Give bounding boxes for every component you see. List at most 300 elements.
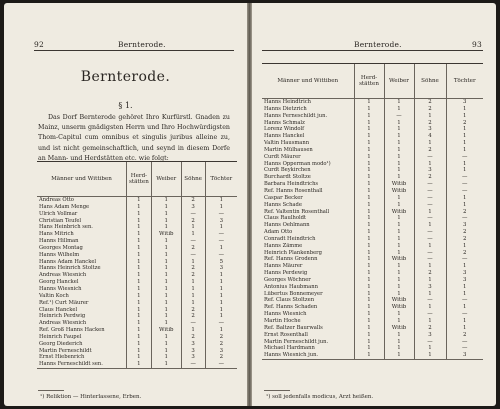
count-cell: 1 bbox=[384, 147, 414, 154]
column-header: Töchter bbox=[446, 64, 483, 99]
count-cell: 1 bbox=[151, 354, 181, 361]
count-cell: — bbox=[181, 361, 205, 368]
count-cell: — bbox=[414, 215, 446, 222]
count-cell: 1 bbox=[446, 161, 483, 168]
count-cell: 1 bbox=[384, 106, 414, 113]
count-cell: 1 bbox=[446, 126, 483, 133]
count-cell: 1 bbox=[446, 195, 483, 202]
count-cell: 1 bbox=[181, 327, 205, 334]
count-cell: 1 bbox=[354, 352, 384, 359]
count-cell: 3 bbox=[414, 284, 446, 291]
count-cell: 3 bbox=[414, 126, 446, 133]
name-cell: Lorenz Windolf bbox=[264, 126, 305, 133]
name-cell: Adam Otto bbox=[264, 229, 293, 236]
count-cell: 1 bbox=[354, 284, 384, 291]
count-cell: 2 bbox=[446, 209, 483, 216]
count-cell: 1 bbox=[151, 211, 181, 218]
count-cell: 1 bbox=[126, 245, 151, 252]
count-cell: 1 bbox=[205, 279, 237, 286]
table-row bbox=[262, 345, 483, 352]
name-cell: Hans Adam Menge bbox=[39, 203, 90, 210]
table-row bbox=[262, 195, 483, 202]
count-cell: 3 bbox=[414, 167, 446, 174]
count-cell: — bbox=[446, 311, 483, 318]
column-header: Männer und Wittiben bbox=[262, 64, 354, 99]
table-row bbox=[262, 215, 483, 222]
name-cell: Andreas Wiesnich bbox=[39, 320, 87, 327]
census-table bbox=[262, 63, 483, 360]
table-row bbox=[37, 252, 237, 259]
name-cell: Ref. Claus Stoltzen bbox=[264, 297, 315, 304]
count-cell: 1 bbox=[151, 307, 181, 314]
name-cell: Heinrich Faupel bbox=[39, 333, 82, 340]
count-cell: 1 bbox=[126, 354, 151, 361]
count-cell: 1 bbox=[384, 195, 414, 202]
count-cell: — bbox=[446, 345, 483, 352]
name-cell: Hanns Heinrich Stoltze bbox=[39, 265, 101, 272]
count-cell: 1 bbox=[151, 265, 181, 272]
count-cell: — bbox=[414, 339, 446, 346]
table-row bbox=[262, 188, 483, 195]
count-cell: 1 bbox=[414, 304, 446, 311]
table-row bbox=[262, 250, 483, 257]
count-cell: 1 bbox=[126, 259, 151, 266]
name-cell: Ref. Hanns Rosenthall bbox=[264, 187, 323, 194]
table-row bbox=[37, 354, 237, 361]
count-cell: 1 bbox=[151, 300, 181, 307]
column-header: Herd-stätten bbox=[126, 162, 151, 197]
count-cell: 2 bbox=[181, 265, 205, 272]
count-cell: 1 bbox=[126, 320, 151, 327]
table-row bbox=[37, 334, 237, 341]
count-cell: 1 bbox=[384, 202, 414, 209]
count-cell: 1 bbox=[354, 229, 384, 236]
count-cell: 1 bbox=[446, 147, 483, 154]
count-cell: 1 bbox=[384, 120, 414, 127]
count-cell: 1 bbox=[354, 236, 384, 243]
count-cell: 1 bbox=[384, 263, 414, 270]
count-cell: 1 bbox=[151, 259, 181, 266]
table-row bbox=[37, 224, 237, 231]
name-cell: Hanns Ferneschildt jun. bbox=[264, 112, 328, 119]
count-cell: 1 bbox=[354, 345, 384, 352]
count-cell: — bbox=[181, 238, 205, 245]
table-row bbox=[37, 320, 237, 327]
table-row bbox=[262, 167, 483, 174]
count-cell: 1 bbox=[126, 313, 151, 320]
count-cell: 1 bbox=[354, 243, 384, 250]
count-cell: 1 bbox=[181, 231, 205, 238]
count-cell: 3 bbox=[181, 341, 205, 348]
count-cell: 1 bbox=[384, 215, 414, 222]
name-cell: Michael Hardmann bbox=[264, 345, 315, 352]
table-row bbox=[262, 318, 483, 325]
name-cell: Hans Heinbrich sen. bbox=[39, 224, 93, 231]
count-cell: 1 bbox=[354, 222, 384, 229]
table-row bbox=[37, 245, 237, 252]
count-cell: 1 bbox=[354, 106, 384, 113]
count-cell: — bbox=[446, 181, 483, 188]
header-rule bbox=[262, 50, 483, 51]
count-cell: 2 bbox=[414, 325, 446, 332]
open-book bbox=[4, 3, 496, 406]
count-cell: — bbox=[205, 320, 237, 327]
count-cell: 1 bbox=[205, 307, 237, 314]
table-row bbox=[262, 133, 483, 140]
count-cell: Witib bbox=[384, 209, 414, 216]
count-cell: 1 bbox=[354, 147, 384, 154]
count-cell: 2 bbox=[446, 332, 483, 339]
count-cell: Witib bbox=[151, 231, 181, 238]
count-cell: 3 bbox=[414, 332, 446, 339]
count-cell: 1 bbox=[205, 224, 237, 231]
count-cell: 2 bbox=[414, 106, 446, 113]
name-cell: Ulrich Vollmar bbox=[39, 210, 78, 217]
count-cell: 1 bbox=[205, 300, 237, 307]
count-cell: 3 bbox=[205, 218, 237, 225]
count-cell: 3 bbox=[205, 265, 237, 272]
table-row bbox=[262, 284, 483, 291]
name-cell: Burchardt Stoltze bbox=[264, 174, 311, 181]
name-cell: Georg Diederich bbox=[39, 340, 83, 347]
count-cell: 1 bbox=[205, 272, 237, 279]
table-row bbox=[262, 209, 483, 216]
section-mark: § 1. bbox=[118, 101, 133, 110]
name-cell: Heinrich Plankenberg bbox=[264, 249, 322, 256]
count-cell: 1 bbox=[126, 218, 151, 225]
count-cell: 2 bbox=[446, 250, 483, 257]
name-cell: Hanns Wiesnich bbox=[264, 311, 307, 318]
table-row bbox=[37, 259, 237, 266]
name-cell: Ref. Hanns Schaden bbox=[264, 304, 318, 311]
table-row bbox=[37, 231, 237, 238]
count-cell: 1 bbox=[354, 99, 384, 106]
footnote-rule bbox=[264, 390, 290, 391]
name-cell: Hanns Schade bbox=[264, 201, 302, 208]
name-cell: Georg Hanckel bbox=[39, 279, 79, 286]
count-cell: 3 bbox=[446, 352, 483, 359]
count-cell: 1 bbox=[126, 300, 151, 307]
name-cell: Lübertus Bonnemeyer bbox=[264, 290, 323, 297]
count-cell: 1 bbox=[126, 238, 151, 245]
count-cell: 1 bbox=[384, 243, 414, 250]
name-cell: Ref. Valtentin Rosenthall bbox=[264, 208, 330, 215]
count-cell: — bbox=[414, 311, 446, 318]
running-head: Bernterode. bbox=[118, 40, 166, 49]
count-cell: 1 bbox=[384, 126, 414, 133]
name-cell: Curdt Mäurer bbox=[264, 153, 301, 160]
count-cell: 1 bbox=[446, 106, 483, 113]
count-cell: 1 bbox=[126, 327, 151, 334]
count-cell: 1 bbox=[384, 339, 414, 346]
name-cell: Hanns Hillman bbox=[39, 238, 79, 245]
name-cell: Hans Mitrich bbox=[39, 231, 74, 238]
table-row bbox=[37, 272, 237, 279]
count-cell: 1 bbox=[384, 174, 414, 181]
count-cell: — bbox=[414, 236, 446, 243]
count-cell: 1 bbox=[446, 304, 483, 311]
table-row bbox=[262, 120, 483, 127]
count-cell: 1 bbox=[126, 286, 151, 293]
count-cell: 1 bbox=[384, 236, 414, 243]
name-cell: Ref. Hanns Grodenn bbox=[264, 256, 318, 263]
count-cell: 1 bbox=[354, 297, 384, 304]
count-cell: 1 bbox=[205, 313, 237, 320]
count-cell: 1 bbox=[354, 318, 384, 325]
count-cell: 2 bbox=[181, 245, 205, 252]
count-cell: — bbox=[414, 195, 446, 202]
count-cell: — bbox=[414, 297, 446, 304]
count-cell: 2 bbox=[181, 334, 205, 341]
footnote: ¹) Reliktion — Hinterlassene, Erben. bbox=[40, 394, 142, 400]
count-cell: 1 bbox=[181, 286, 205, 293]
count-cell: — bbox=[414, 154, 446, 161]
table-row bbox=[262, 325, 483, 332]
count-cell: 1 bbox=[181, 293, 205, 300]
count-cell: 1 bbox=[384, 318, 414, 325]
table-row bbox=[262, 99, 483, 106]
count-cell: 1 bbox=[126, 265, 151, 272]
count-cell: 1 bbox=[354, 126, 384, 133]
running-head: Bernterode. bbox=[354, 40, 402, 49]
count-cell: 3 bbox=[181, 204, 205, 211]
count-cell: 1 bbox=[205, 327, 237, 334]
count-cell: 1 bbox=[384, 154, 414, 161]
count-cell: 1 bbox=[151, 320, 181, 327]
table-row bbox=[262, 229, 483, 236]
name-cell: Hanns Perdewig bbox=[264, 270, 308, 277]
count-cell: 1 bbox=[446, 284, 483, 291]
table-row bbox=[37, 327, 237, 334]
count-cell: 1 bbox=[384, 250, 414, 257]
count-cell: 1 bbox=[384, 167, 414, 174]
name-cell: Hanns Zämme bbox=[264, 242, 303, 249]
count-cell: Witib bbox=[384, 188, 414, 195]
count-cell: 1 bbox=[126, 307, 151, 314]
count-cell: — bbox=[446, 154, 483, 161]
count-cell: 1 bbox=[354, 209, 384, 216]
count-cell: 1 bbox=[126, 348, 151, 355]
count-cell: 1 bbox=[151, 313, 181, 320]
footnote-rule bbox=[38, 390, 64, 391]
count-cell: 1 bbox=[354, 270, 384, 277]
table-row bbox=[37, 348, 237, 355]
count-cell: 1 bbox=[151, 218, 181, 225]
count-cell: 1 bbox=[354, 113, 384, 120]
name-cell: Martin Ferneschildt bbox=[39, 347, 92, 354]
table-row bbox=[37, 341, 237, 348]
count-cell: 1 bbox=[384, 345, 414, 352]
count-cell: 2 bbox=[414, 147, 446, 154]
count-cell: — bbox=[205, 361, 237, 368]
column-header: Söhne bbox=[181, 162, 205, 197]
count-cell: 1 bbox=[151, 204, 181, 211]
count-cell: 2 bbox=[446, 229, 483, 236]
count-cell: 3 bbox=[181, 354, 205, 361]
name-cell: Martin Ferneschildt jun. bbox=[264, 338, 329, 345]
count-cell: 1 bbox=[384, 277, 414, 284]
census-table bbox=[37, 161, 237, 369]
table-row bbox=[262, 126, 483, 133]
table-row bbox=[262, 256, 483, 263]
column-header: Weiber bbox=[384, 64, 414, 99]
count-cell: 1 bbox=[126, 197, 151, 204]
count-cell: Witib bbox=[384, 325, 414, 332]
left-page bbox=[4, 3, 247, 406]
table-row bbox=[37, 197, 237, 204]
count-cell: 1 bbox=[414, 113, 446, 120]
count-cell: 1 bbox=[151, 197, 181, 204]
count-cell: 1 bbox=[384, 99, 414, 106]
name-cell: Valtin Koch bbox=[39, 292, 69, 299]
count-cell: 1 bbox=[354, 256, 384, 263]
name-cell: Hanns Wiesnich jun. bbox=[262, 352, 354, 359]
section-title: Bernterode. bbox=[80, 69, 171, 85]
table-row bbox=[37, 211, 237, 218]
page-number: 93 bbox=[472, 40, 482, 49]
name-cell: Antonius Haubmann bbox=[264, 283, 318, 290]
count-cell: 1 bbox=[446, 263, 483, 270]
table-row bbox=[262, 304, 483, 311]
count-cell: 1 bbox=[446, 202, 483, 209]
column-header: Söhne bbox=[414, 64, 446, 99]
column-header: Töchter bbox=[205, 162, 237, 197]
count-cell: — bbox=[205, 211, 237, 218]
count-cell: 1 bbox=[354, 277, 384, 284]
count-cell: 1 bbox=[446, 291, 483, 298]
count-cell: 1 bbox=[384, 270, 414, 277]
count-cell: 1 bbox=[354, 304, 384, 311]
count-cell: 1 bbox=[126, 341, 151, 348]
count-cell: 1 bbox=[181, 259, 205, 266]
count-cell: 1 bbox=[205, 245, 237, 252]
count-cell: 1 bbox=[354, 174, 384, 181]
name-cell: Hanns Heindtrich bbox=[264, 99, 311, 105]
count-cell: 1 bbox=[414, 222, 446, 229]
count-cell: 2 bbox=[181, 307, 205, 314]
count-cell: 1 bbox=[354, 311, 384, 318]
count-cell: 1 bbox=[384, 229, 414, 236]
table-row bbox=[262, 243, 483, 250]
name-cell: Ref. Baltzer Baurwalls bbox=[264, 324, 323, 331]
table-row bbox=[262, 332, 483, 339]
table-row bbox=[262, 140, 483, 147]
name-cell: Curdt Beykirchen bbox=[264, 167, 311, 174]
name-cell: Ref. Groß Hanns Hacken bbox=[39, 327, 105, 334]
count-cell: 1 bbox=[414, 291, 446, 298]
name-cell: Andreas Otto bbox=[39, 197, 74, 203]
count-cell: 1 bbox=[354, 250, 384, 257]
count-cell: 1 bbox=[384, 133, 414, 140]
count-cell: 1 bbox=[151, 272, 181, 279]
name-cell: Martin Mülhausen bbox=[264, 146, 313, 153]
count-cell: — bbox=[414, 250, 446, 257]
count-cell: — bbox=[446, 174, 483, 181]
count-cell: 1 bbox=[126, 293, 151, 300]
count-cell: 1 bbox=[181, 279, 205, 286]
right-page bbox=[252, 3, 496, 406]
name-cell: Andreas Wiesnich bbox=[39, 272, 87, 279]
count-cell: — bbox=[414, 202, 446, 209]
table-row bbox=[262, 181, 483, 188]
count-cell: 1 bbox=[205, 286, 237, 293]
table-row bbox=[262, 352, 483, 359]
count-cell: Witib bbox=[384, 181, 414, 188]
count-cell: 1 bbox=[414, 318, 446, 325]
count-cell: 1 bbox=[446, 318, 483, 325]
table-row bbox=[262, 147, 483, 154]
count-cell: — bbox=[414, 229, 446, 236]
count-cell: 1 bbox=[414, 140, 446, 147]
count-cell: 1 bbox=[446, 167, 483, 174]
count-cell: 1 bbox=[126, 279, 151, 286]
count-cell: 1 bbox=[126, 211, 151, 218]
name-cell: Hanns Wiesnich bbox=[39, 285, 82, 292]
name-cell: Ref.¹) Curt Mäurer bbox=[39, 299, 89, 306]
count-cell: 1 bbox=[384, 161, 414, 168]
count-cell: 1 bbox=[446, 140, 483, 147]
name-cell: Christian Teufel bbox=[39, 217, 82, 224]
table-row bbox=[262, 297, 483, 304]
name-cell: Claus Hanckel bbox=[39, 306, 78, 313]
count-cell: 1 bbox=[354, 120, 384, 127]
count-cell: 1 bbox=[151, 279, 181, 286]
count-cell: 2 bbox=[205, 334, 237, 341]
table-row bbox=[37, 361, 237, 368]
column-header: Weiber bbox=[151, 162, 181, 197]
count-cell: 2 bbox=[205, 354, 237, 361]
count-cell: 1 bbox=[126, 231, 151, 238]
name-cell: Hanns Hanckel bbox=[264, 133, 305, 140]
count-cell: 1 bbox=[151, 286, 181, 293]
count-cell: 1 bbox=[414, 263, 446, 270]
table-row bbox=[262, 277, 483, 284]
intro-paragraph: Das Dorf Bernterode gehöret Ihro Kurfürstl. Gnaden zu Mainz, unserm gnädigsten Herrn und Ihro Hochwürdigsten Thom-Capitul cum omnibus et singulis juribus alleine zu, und ist nicht gemeinschaftlich, und seynd in diesem Dorfe an Mann- und Herdstätten etc. wie folgt: bbox=[38, 114, 230, 162]
count-cell: 1 bbox=[151, 224, 181, 231]
name-cell: Hanns Adam Hanckel bbox=[39, 258, 97, 265]
name-cell: Martin Hoche bbox=[264, 318, 301, 324]
count-cell: 3 bbox=[446, 277, 483, 284]
count-cell: — bbox=[205, 231, 237, 238]
header-rule bbox=[34, 50, 234, 51]
table-row bbox=[262, 154, 483, 161]
count-cell: 1 bbox=[354, 140, 384, 147]
count-cell: 1 bbox=[126, 334, 151, 341]
table-row bbox=[37, 300, 237, 307]
name-cell: Ernst Hiebenrich bbox=[39, 354, 85, 361]
count-cell: 1 bbox=[354, 325, 384, 332]
count-cell: 1 bbox=[354, 332, 384, 339]
table-row bbox=[37, 279, 237, 286]
count-cell: — bbox=[181, 252, 205, 259]
count-cell: 1 bbox=[354, 167, 384, 174]
count-cell: 3 bbox=[446, 270, 483, 277]
name-cell: Barbara Heindtrichs bbox=[264, 181, 319, 188]
name-cell: Claus Raulholdt bbox=[264, 215, 307, 222]
footnote: ¹) soll jedenfalls modicus, Arzt heißen. bbox=[266, 394, 374, 400]
column-header: Herd-stätten bbox=[354, 64, 384, 99]
count-cell: 1 bbox=[384, 332, 414, 339]
count-cell: 1 bbox=[354, 188, 384, 195]
table-row bbox=[37, 265, 237, 272]
table-row bbox=[37, 218, 237, 225]
count-cell: — bbox=[205, 252, 237, 259]
count-cell: 2 bbox=[446, 236, 483, 243]
count-cell: 1 bbox=[414, 161, 446, 168]
count-cell: 1 bbox=[151, 341, 181, 348]
count-cell: — bbox=[205, 238, 237, 245]
count-cell: — bbox=[181, 320, 205, 327]
